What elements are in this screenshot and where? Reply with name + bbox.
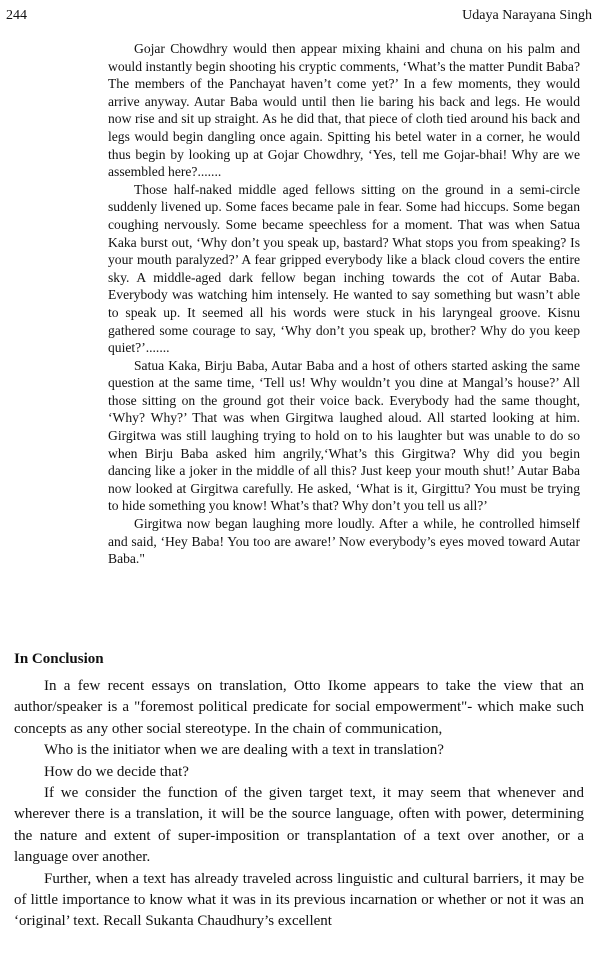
story-excerpt [108,40,580,568]
story-paragraph: Satua Kaka, Birju Baba, Autar Baba and a host of others started asking the same question at the same time, ‘Tell us! Why wouldn’t you dine at Mangal’s house?’ All those sitting on the ground got their voice back. Everybody had the same thought, ‘Why? Why?’ That was when Girgitwa laughed aloud. All started looking at him. Girgitwa was still laughing trying to hold on to his laughter but was unable to do so when Birju Baba asked him angrily,‘What’s this Girgitwa? Why did you begin dancing like a joker in the middle of all this? Just keep your mouth shut!’ Autar Baba now looked at Girgitwa carefully. He asked, ‘What is it, Girgittu? You must be trying to hide something you know! What’s that? Why don’t you tell us all?’ [108,357,580,514]
running-head-author: Udaya Narayana Singh [462,8,592,23]
page-number: 244 [6,8,27,23]
conclusion-paragraph: If we consider the function of the given target text, it may seem that whenever and wherever there is a translation, it will be the source language, often with power, determining the nature and extent of super-imposition or transplantation of a text over another, or a language over another. [14,785,584,866]
conclusion-paragraph: In a few recent essays on translation, Otto Ikome appears to take the view that an author/speaker is a "foremost political predicate for social empowerment"- which make such concepts as any other social stereotype. In the chain of communication, [14,678,584,737]
conclusion-body [14,676,584,933]
story-paragraph: Girgitwa now began laughing more loudly. After a while, he controlled himself and said, ‘Hey Baba! You too are aware!’ Now everybody’s eyes moved toward Autar Baba." [108,516,580,567]
story-paragraph: Those half-naked middle aged fellows sitting on the ground in a semi-circle suddenly livened up. Some faces became pale in fear. Some had hiccups. Some began coughing nervously. Some became speechless for a moment. That was when Satua Kaka burst out, ‘Why don’t you speak up, bastard? What stops you from speaking? Is your mouth paralyzed?’ A fear gripped everybody like a black cloud covers the entire sky. A middle-aged dark fellow began inching towards the cot of Autar Baba. Everybody was watching him intensely. He wanted to say something but wasn’t able to speak up. It seemed all his words were stuck in his laryngeal groove. Kisnu gathered some courage to say, ‘Why don’t you speak up, brother? Why do you keep quiet?’....... [108,181,580,356]
page-header [0,5,600,27]
section-heading: In Conclusion [14,651,104,667]
conclusion-question: How do we decide that? [44,763,189,780]
story-paragraph: Gojar Chowdhry would then appear mixing khaini and chuna on his palm and would instantly begin shooting his cryptic comments, ‘What’s the matter Pundit Baba? The members of the Panchayat haven’t come yet?’ In a few moments, they would arrive anyway. Autar Baba would until then lie baring his back and legs. He would now rise and sit up straight. As he did that, that piece of cloth tied around his back and legs would begin dangling once again. Spitting his betel water in a corner, he would thus begin by looking up at Gojar Chowdhry, ‘Yes, tell me Gojar-bhai! Why are we assembled here?....... [108,41,580,180]
conclusion-question: Who is the initiator when we are dealing with a text in translation? [44,742,444,759]
conclusion-paragraph: Further, when a text has already traveled across linguistic and cultural barriers, it may be of little importance to know what it was in its previous incarnation or whether or not it was an ‘original’ text. Recall Sukanta Chaudhury’s excellent [14,870,584,930]
